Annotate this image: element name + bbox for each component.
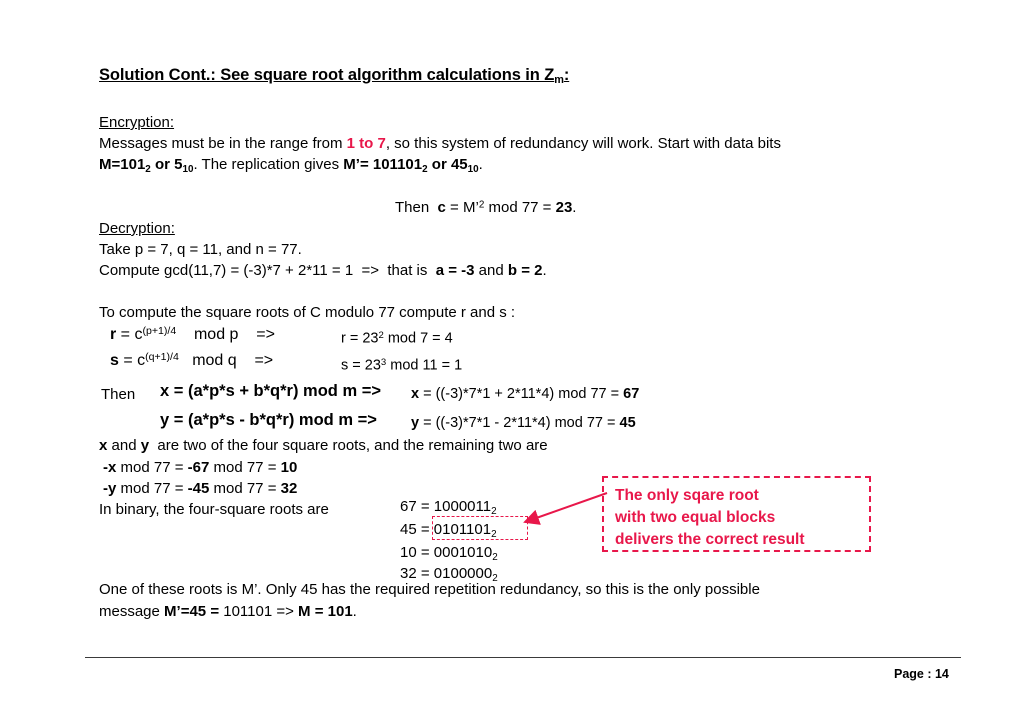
binary-dec: 67 xyxy=(400,498,417,515)
r-formula-lhs: $r = c^{(p+1)/4}$ mod p => xyxy=(110,325,275,343)
page-title-colon: : xyxy=(563,66,570,84)
message-m-sub: 2 xyxy=(145,163,151,175)
encryption-line-2 xyxy=(99,156,483,175)
conclusion-m: M = 101 xyxy=(298,603,353,620)
conclusion-line-1: One of these roots is M’. Only 45 has the required repetition redundancy, so this is the only possible xyxy=(99,581,760,598)
x-formula-lhs: x = (a*p*s + b*q*r) mod m => xyxy=(160,382,381,400)
s-formula-lhs: $s = c^{(q+1)/4}$ mod q => xyxy=(110,351,274,369)
footer-divider xyxy=(85,657,961,658)
xy-note: x and y are two of the four square roots, and the remaining two are xyxy=(99,437,548,454)
binary-bits: 0100000 xyxy=(433,565,493,582)
binary-highlight-box xyxy=(432,516,528,540)
binary-base: 2 xyxy=(492,572,498,584)
decryption-heading: Decryption: xyxy=(99,220,175,237)
message-m-or: or 5 xyxy=(150,156,183,173)
encryption-line-1-part-b: , so this system of redundancy will work. Start with data bits xyxy=(385,135,781,152)
page-title-text: Solution Cont.: See square root algorithm calculations in Z xyxy=(99,66,555,84)
y-formula-lhs: y = (a*p*s - b*q*r) mod m => xyxy=(160,411,377,429)
binary-bits: 1000011 xyxy=(433,498,492,515)
binary-bits: 0001010 xyxy=(433,544,493,561)
page-title xyxy=(99,66,569,86)
page-number: Page : 14 xyxy=(894,667,949,681)
binary-dec: 10 xyxy=(400,544,417,561)
decryption-gcd: Compute gcd(11,7) = (-3)*7 + 2*11 = 1 => that is a = -3 and b = 2. xyxy=(99,262,547,279)
page-title-subscript: m xyxy=(554,74,564,87)
r-formula-rhs: $r = 23^2$ mod 7 = 4 xyxy=(341,330,453,347)
message-m: M=101 xyxy=(99,156,146,173)
binary-dec: 32 xyxy=(400,565,417,582)
binary-row: $32 = 0100000_2$ xyxy=(400,565,498,584)
roots-intro: To compute the square roots of C modulo 77 compute r and s : xyxy=(99,304,516,321)
message-m-dec-sub: 10 xyxy=(182,163,194,175)
conclusion-line-2 xyxy=(99,603,357,620)
encryption-heading: Encryption: xyxy=(99,114,175,131)
neg-y-line: -y mod 77 = -45 mod 77 = 32 xyxy=(103,480,298,497)
y-formula-rhs: y = ((-3)*7*1 - 2*11*4) mod 77 = 45 xyxy=(411,415,636,431)
message-mprime-dec-sub: 10 xyxy=(467,163,479,175)
binary-row: $45 = 0101101_2$ xyxy=(400,521,497,540)
conclusion-period: . xyxy=(352,603,357,620)
message-mprime-or: or 45 xyxy=(427,156,468,173)
ciphertext-formula: Then c = M’$^2$ mod 77 = 23. xyxy=(395,199,577,216)
x-formula-rhs: x = ((-3)*7*1 + 2*11*4) mod 77 = 67 xyxy=(411,386,640,402)
callout-arrow-icon xyxy=(515,490,610,532)
decryption-params: Take p = 7, q = 11, and n = 77. xyxy=(99,241,302,258)
then-label: Then xyxy=(101,386,136,403)
callout-line-1: The only sqare root xyxy=(615,487,759,504)
encryption-line-1-part-a: Messages must be in the range from xyxy=(99,135,347,152)
binary-bits: 0101101 xyxy=(433,521,492,538)
message-mprime: M’= 101101 xyxy=(343,156,423,173)
conclusion-prefix: message xyxy=(99,603,165,620)
conclusion-mprime: M’=45 = xyxy=(164,603,224,620)
binary-base: 2 xyxy=(492,551,498,563)
binary-intro: In binary, the four-square roots are xyxy=(99,501,329,518)
encryption-line-1 xyxy=(99,135,781,152)
binary-dec: 45 xyxy=(400,521,417,538)
message-mprime-sub: 2 xyxy=(422,163,428,175)
range-highlight: 1 to 7 xyxy=(346,135,386,152)
callout-line-2: with two equal blocks xyxy=(615,509,776,526)
s-formula-rhs: $s = 23^3$ mod 11 = 1 xyxy=(341,357,463,374)
binary-base: 2 xyxy=(491,528,497,540)
binary-row: $10 = 0001010_2$ xyxy=(400,544,498,563)
binary-base: 2 xyxy=(491,505,497,517)
encryption-line-2-period: . xyxy=(478,156,483,173)
callout-box xyxy=(602,476,871,552)
callout-line-3: delivers the correct result xyxy=(615,531,805,548)
replication-text: . The replication gives xyxy=(193,156,344,173)
binary-row: $67 = 1000011_2$ xyxy=(400,498,497,517)
conclusion-bits: 101101 => xyxy=(223,603,299,620)
neg-x-line: -x mod 77 = -67 mod 77 = 10 xyxy=(103,459,298,476)
